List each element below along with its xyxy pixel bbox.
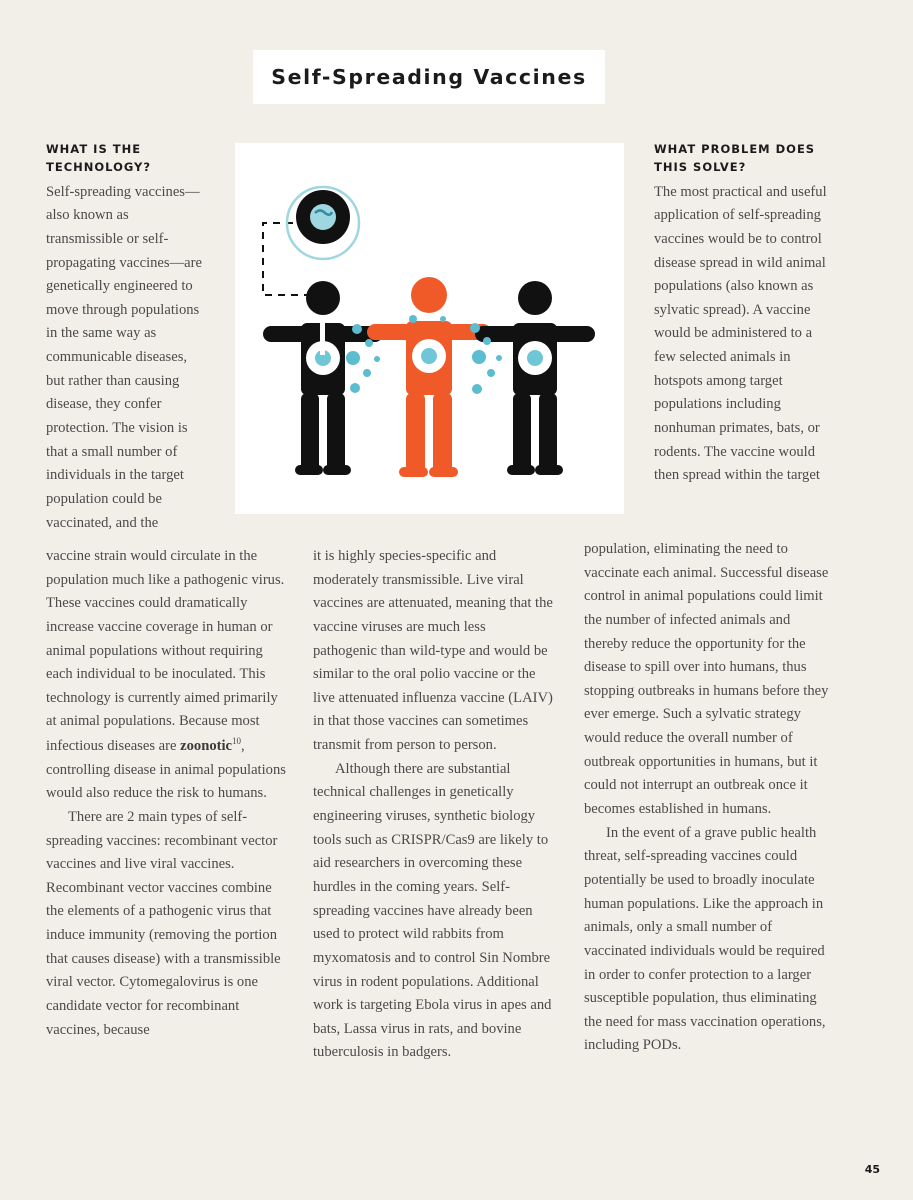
- footnote-marker-10: 10: [232, 736, 242, 747]
- left-column-paragraph-2: There are 2 main types of self-spreading vaccines: recombinant vector vaccines and live viral vaccines. Recombinant vector vaccines combine the elements of a pathogenic virus that induce immunity (removing the portion that causes disease) with a transmissible viral vector. Cytomegalovirus is one candidate vector for recombinant vaccines, because: [46, 808, 281, 1038]
- term-zoonotic: zoonotic: [180, 737, 233, 754]
- page-number: 45: [864, 1163, 880, 1176]
- right-column-paragraph-2: In the event of a grave public health threat, self-spreading vaccines could potentially be used to broadly inoculate human populations. Like the approach in animals, only a small number of vaccinated individuals would be required in order to confer protection to a larger susceptible population, thus eliminating the need for mass vaccination operations, including PODs.: [584, 824, 826, 1054]
- injection-dot-3: [527, 350, 543, 366]
- page-title-box: [253, 50, 605, 104]
- left-column-wide: [46, 545, 286, 1042]
- left-p1-pre: vaccine strain would circulate in the population much like a pathogenic virus. These vaccines could dramatically increase vaccine coverage in human or animal populations without requiring each individual to be inoculated. This technology is currently aimed primarily at animal populations. Because most infectious diseases are: [46, 548, 285, 754]
- left-column-heading: WHAT IS THE TECHNOLOGY?: [46, 142, 152, 174]
- right-column-paragraph-1: population, eliminating the need to vaccinate each animal. Successful disease control in animal populations could limit the number of infected animals and thereby reduce the opportunity for the disease to spill over into humans, thus stopping outbreaks in humans before they ever emerge. Such a sylvatic strategy would reduce the overall number of outbreak opportunities in humans, but it could not interrupt an outbreak once it becomes established in humans.: [584, 541, 829, 818]
- middle-column: [313, 545, 553, 1065]
- middle-column-paragraph-2: Although there are substantial technical challenges in genetically engineering viruses, synthetic biology tools such as CRISPR/Cas9 are likely to aid researchers in overcoming these hurdles in the coming years. Self-spreading vaccines have already been used to protect wild rabbits from myxomatosis and to control Sin Nombre virus in rodent populations. Additional work is targeting Ebola virus in apes and bats, Lassa virus in rats, and bovine tuberculosis in badgers.: [313, 760, 552, 1061]
- page-title: Self-Spreading Vaccines: [271, 65, 587, 89]
- right-column-intro: The most practical and useful application of self-spreading vaccines would be to control disease spread in wild animal populations (also known as sylvatic spread). A vaccine would be administered to a few selected animals in hotspots among target populations including nonhuman primates, bats, or rodents. The vaccine would then spread within the target: [654, 183, 827, 484]
- illustration-self-spreading-vaccine: [235, 143, 624, 514]
- right-column-wide: [584, 538, 829, 1058]
- middle-column-paragraph-1: it is highly species-specific and moderately transmissible. Live viral vaccines are attenuated, meaning that the vaccine viruses are much less pathogenic than wild-type and would be similar to the oral polio vaccine or the live attenuated influenza vaccine (LAIV) in that those vaccines can sometimes transmit from person to person.: [313, 548, 553, 754]
- injection-dot-2: [421, 348, 437, 364]
- illustration-svg: [235, 143, 624, 514]
- left-column-narrow: [46, 141, 206, 535]
- left-column-intro: Self-spreading vaccines—also known as transmissible or self-propagating vaccines—are genetically engineered to move through populations in the same way as communicable diseases, but rather than causing disease, they confer protection. The vision is that a small number of individuals in the target population could be vaccinated, and the: [46, 183, 202, 531]
- right-column-heading: WHAT PROBLEM DOES THIS SOLVE?: [654, 142, 816, 174]
- left-column-paragraph-1: [46, 545, 286, 806]
- left-p1-post: , controlling disease in animal populations would also reduce the risk to humans.: [46, 737, 286, 802]
- needle-1: [320, 315, 325, 355]
- right-column-narrow: [654, 141, 829, 488]
